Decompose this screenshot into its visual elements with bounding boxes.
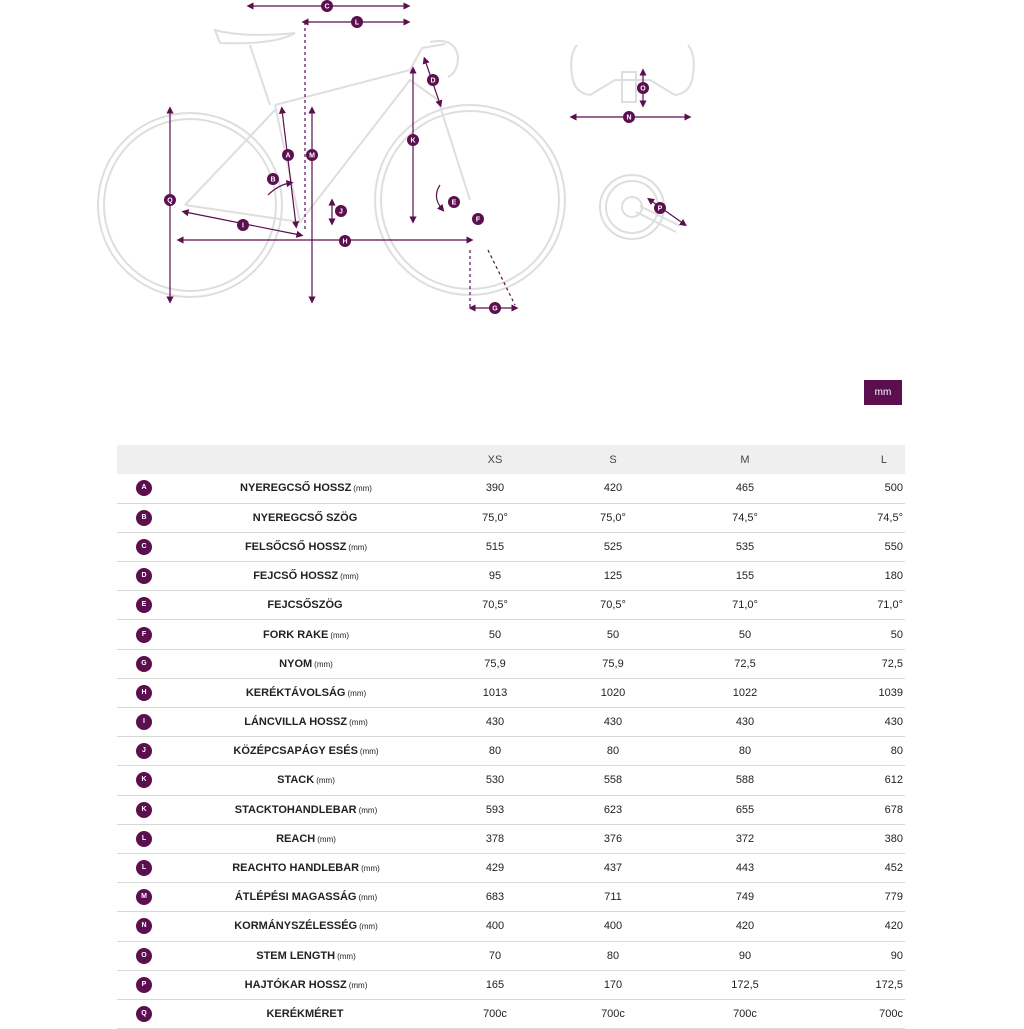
label-d	[427, 74, 439, 86]
header-blank	[169, 445, 443, 474]
measurement-name-cell	[169, 853, 443, 882]
svg-text:M: M	[309, 152, 315, 160]
svg-text:C: C	[324, 3, 330, 11]
svg-text:F: F	[475, 216, 481, 224]
row-letter-cell	[117, 883, 169, 912]
row-letter-cell	[117, 737, 169, 766]
table-body	[117, 474, 905, 1029]
measurement-name-cell	[169, 532, 443, 561]
row-letter-badge: J	[136, 743, 152, 759]
table-row	[117, 853, 905, 882]
header-size: S	[609, 453, 617, 466]
label-c	[321, 0, 333, 12]
measurement-name: FELSŐCSŐ HOSSZ	[244, 540, 347, 553]
value-cell: 443	[735, 862, 755, 875]
label-k	[407, 134, 419, 146]
crankset	[600, 175, 680, 239]
measurement-unit: (mm)	[361, 864, 380, 874]
value-cell: 180	[884, 570, 903, 583]
label-g	[489, 302, 501, 314]
value-cell: 376	[603, 832, 623, 845]
value-cell: 50	[488, 628, 502, 641]
table-row	[117, 883, 905, 912]
diagram-labels	[164, 0, 666, 314]
row-letter-cell	[117, 795, 169, 824]
value-cell: 500	[884, 482, 903, 495]
value-cell: 1022	[732, 686, 758, 699]
value-cell: 779	[884, 891, 903, 904]
measurement-name: REACHTO HANDLEBAR	[232, 862, 360, 875]
measurement-name-cell	[169, 941, 443, 970]
value-cell: 430	[735, 716, 755, 729]
measurement-name: KERÉKMÉRET	[266, 1007, 344, 1020]
value-cell: 125	[603, 570, 623, 583]
value-cell: 612	[884, 774, 903, 787]
value-cell: 420	[603, 482, 623, 495]
value-cell: 172,5	[875, 978, 903, 991]
value-cell: 400	[603, 920, 623, 933]
value-cell: 588	[735, 774, 755, 787]
value-cell: 530	[485, 774, 505, 787]
row-letter-cell	[117, 999, 169, 1028]
svg-text:A: A	[285, 152, 291, 160]
value-cell: 155	[735, 570, 755, 583]
value-cell: 430	[884, 716, 903, 729]
svg-text:L: L	[354, 19, 360, 27]
measurement-name-cell	[169, 562, 443, 591]
row-letter-badge: B	[136, 510, 152, 526]
value-cell: 75,9	[484, 657, 506, 670]
value-cell: 1039	[878, 686, 903, 699]
value-cell: 172,5	[731, 978, 759, 991]
row-letter-badge: E	[136, 597, 152, 613]
measurement-name-cell	[169, 883, 443, 912]
label-h	[339, 235, 351, 247]
value-cell: 390	[485, 482, 505, 495]
measurement-name-cell	[169, 766, 443, 795]
value-cell: 72,5	[881, 657, 903, 670]
measurement-unit: (mm)	[358, 893, 378, 903]
table-row	[117, 737, 905, 766]
label-b	[267, 173, 279, 185]
measurement-name: NYEREGCSŐ HOSSZ	[240, 482, 352, 495]
value-cell: 74,5°	[877, 511, 903, 524]
value-cell: 593	[485, 803, 505, 816]
measurement-unit: (mm)	[347, 688, 367, 698]
value-cell: 655	[735, 803, 755, 816]
row-letter-cell	[117, 970, 169, 999]
table-row	[117, 766, 905, 795]
handlebar-top-view	[571, 45, 694, 102]
value-cell: 711	[604, 891, 622, 904]
header-size: L	[880, 453, 887, 466]
measurement-name: KORMÁNYSZÉLESSÉG	[234, 920, 358, 933]
row-letter-badge: O	[136, 948, 152, 964]
label-n	[623, 111, 635, 123]
table-row	[117, 970, 905, 999]
table-row	[117, 999, 905, 1028]
value-cell: 700c	[601, 1007, 625, 1020]
measurement-unit: (mm)	[348, 542, 368, 552]
label-m	[306, 149, 318, 161]
row-letter-badge: P	[136, 977, 152, 993]
svg-text:P: P	[657, 205, 663, 213]
value-cell: 75,0°	[600, 511, 626, 524]
measurement-name: FEJCSŐ HOSSZ	[253, 570, 339, 583]
row-letter-badge: I	[136, 714, 152, 730]
value-cell: 70,5°	[482, 599, 508, 612]
label-o	[637, 82, 649, 94]
measurement-name: KÖZÉPCSAPÁGY ESÉS	[233, 745, 358, 758]
value-cell: 74,5°	[732, 511, 758, 524]
measurement-unit: (mm)	[353, 484, 372, 494]
label-j	[335, 205, 347, 217]
value-cell: 700c	[879, 1007, 903, 1020]
svg-text:G: G	[492, 305, 498, 313]
value-cell: 50	[890, 628, 903, 641]
value-cell: 700c	[483, 1007, 507, 1020]
row-letter-cell	[117, 649, 169, 678]
measurement-name-cell	[169, 503, 443, 532]
value-cell: 80	[488, 745, 502, 758]
measurement-name: STEM LENGTH	[256, 949, 336, 962]
row-letter-cell	[117, 766, 169, 795]
value-cell: 80	[890, 745, 903, 758]
measurement-name-cell	[169, 795, 443, 824]
value-cell: 50	[738, 628, 752, 641]
measurement-name: NYEREGCSŐ SZÖG	[252, 511, 358, 524]
value-cell: 420	[735, 920, 755, 933]
measurement-unit: (mm)	[337, 951, 356, 961]
table-row	[117, 824, 905, 853]
row-letter-cell	[117, 562, 169, 591]
value-cell: 525	[603, 540, 623, 553]
table-row	[117, 678, 905, 707]
measurement-name-cell	[169, 970, 443, 999]
value-cell: 72,5	[734, 657, 756, 670]
table-row	[117, 591, 905, 620]
value-cell: 550	[884, 540, 903, 553]
table-row	[117, 503, 905, 532]
row-letter-cell	[117, 474, 169, 503]
row-letter-badge: N	[136, 918, 152, 934]
bike-outline	[98, 30, 565, 297]
value-cell: 50	[606, 628, 620, 641]
unit-toggle-mm[interactable]: mm	[864, 380, 902, 405]
table-row	[117, 474, 905, 503]
row-letter-badge: F	[136, 627, 152, 643]
svg-text:E: E	[451, 199, 457, 207]
measurement-name: STACK	[277, 774, 315, 787]
value-cell: 75,9	[602, 657, 624, 670]
label-f	[472, 213, 484, 225]
row-letter-cell	[117, 532, 169, 561]
label-a	[282, 149, 294, 161]
measurement-name: REACH	[276, 832, 316, 845]
svg-text:B: B	[270, 176, 276, 184]
value-cell: 90	[890, 949, 903, 962]
value-cell: 80	[738, 745, 752, 758]
measurement-unit: (mm)	[359, 747, 379, 757]
measurement-unit: (mm)	[349, 718, 368, 728]
value-cell: 71,0°	[732, 599, 758, 612]
value-cell: 623	[603, 803, 623, 816]
value-cell: 420	[884, 920, 903, 933]
measurement-name: NYOM	[279, 657, 313, 670]
value-cell: 700c	[733, 1007, 757, 1020]
value-cell: 749	[735, 891, 755, 904]
measurement-name-cell	[169, 737, 443, 766]
row-letter-badge: L	[136, 831, 152, 847]
table-header-row	[117, 445, 905, 474]
table-row	[117, 562, 905, 591]
row-letter-cell	[117, 503, 169, 532]
row-letter-badge: L	[136, 860, 152, 876]
bike-geometry-diagram	[0, 0, 1024, 330]
row-letter-cell	[117, 708, 169, 737]
svg-text:I: I	[242, 222, 244, 230]
measurement-name: ÁTLÉPÉSI MAGASSÁG	[234, 891, 357, 904]
value-cell: 430	[603, 716, 623, 729]
value-cell: 437	[603, 862, 623, 875]
value-cell: 378	[485, 832, 505, 845]
measurement-name-cell	[169, 678, 443, 707]
measurement-unit: (mm)	[358, 805, 378, 815]
value-cell: 558	[603, 774, 623, 787]
measurement-name-cell	[169, 591, 443, 620]
row-letter-cell	[117, 824, 169, 853]
measurement-unit: (mm)	[348, 980, 368, 990]
row-letter-badge: K	[136, 772, 152, 788]
row-letter-badge: K	[136, 802, 152, 818]
measurement-name: LÁNCVILLA HOSSZ	[244, 716, 348, 729]
value-cell: 165	[485, 978, 505, 991]
measurement-unit: (mm)	[340, 572, 359, 582]
value-cell: 430	[485, 716, 505, 729]
value-cell: 465	[735, 482, 755, 495]
svg-text:Q: Q	[167, 197, 173, 205]
value-cell: 170	[603, 978, 623, 991]
svg-text:O: O	[640, 85, 646, 93]
row-letter-cell	[117, 941, 169, 970]
svg-text:N: N	[626, 114, 632, 122]
measurement-unit: (mm)	[359, 922, 378, 932]
value-cell: 380	[884, 832, 903, 845]
label-l	[351, 16, 363, 28]
row-letter-cell	[117, 853, 169, 882]
table-row	[117, 795, 905, 824]
row-letter-cell	[117, 678, 169, 707]
value-cell: 75,0°	[482, 511, 508, 524]
row-letter-badge: A	[136, 480, 152, 496]
measurement-name-cell	[169, 708, 443, 737]
value-cell: 372	[735, 832, 755, 845]
svg-text:K: K	[410, 137, 416, 145]
measurement-unit: (mm)	[317, 834, 336, 844]
row-letter-badge: D	[136, 568, 152, 584]
value-cell: 429	[485, 862, 505, 875]
value-cell: 683	[485, 891, 505, 904]
measurement-name: FORK RAKE	[262, 628, 329, 641]
measurement-name-cell	[169, 620, 443, 649]
table-row	[117, 941, 905, 970]
label-q	[164, 194, 176, 206]
dimension-lines	[170, 3, 688, 308]
measurement-name-cell	[169, 824, 443, 853]
label-i	[237, 219, 249, 231]
value-cell: 70,5°	[600, 599, 626, 612]
row-letter-badge: C	[136, 539, 152, 555]
table-row	[117, 649, 905, 678]
table-row	[117, 708, 905, 737]
measurement-name-cell	[169, 649, 443, 678]
measurement-unit: (mm)	[314, 659, 333, 669]
label-p	[654, 202, 666, 214]
geometry-table	[117, 445, 905, 1029]
row-letter-badge: G	[136, 656, 152, 672]
table-row	[117, 912, 905, 941]
svg-text:H: H	[342, 238, 348, 246]
header-blank	[117, 445, 169, 474]
value-cell: 71,0°	[877, 599, 903, 612]
row-letter-cell	[117, 591, 169, 620]
row-letter-cell	[117, 912, 169, 941]
table-row	[117, 532, 905, 561]
measurement-name-cell	[169, 474, 443, 503]
value-cell: 70	[488, 949, 502, 962]
value-cell: 95	[488, 570, 502, 583]
measurement-name: HAJTÓKAR HOSSZ	[244, 978, 347, 991]
measurement-name: KERÉKTÁVOLSÁG	[245, 686, 346, 699]
measurement-name-cell	[169, 912, 443, 941]
header-size: M	[740, 453, 750, 466]
measurement-unit: (mm)	[316, 776, 335, 786]
value-cell: 535	[735, 540, 755, 553]
measurement-name: FEJCSŐSZÖG	[267, 599, 343, 612]
value-cell: 515	[485, 540, 505, 553]
value-cell: 90	[738, 949, 752, 962]
value-cell: 80	[606, 745, 620, 758]
svg-text:J: J	[339, 208, 343, 216]
value-cell: 452	[884, 862, 903, 875]
value-cell: 1020	[600, 686, 626, 699]
measurement-unit: (mm)	[330, 630, 350, 640]
value-cell: 1013	[482, 686, 508, 699]
row-letter-badge: Q	[136, 1006, 152, 1022]
table-row	[117, 620, 905, 649]
measurement-name-cell	[169, 999, 443, 1028]
row-letter-cell	[117, 620, 169, 649]
svg-text:D: D	[430, 77, 436, 85]
row-letter-badge: H	[136, 685, 152, 701]
value-cell: 400	[485, 920, 505, 933]
label-e	[448, 196, 460, 208]
measurement-name: STACKTOHANDLEBAR	[234, 803, 357, 816]
value-cell: 678	[884, 803, 903, 816]
value-cell: 80	[606, 949, 620, 962]
header-size: XS	[487, 453, 503, 466]
row-letter-badge: M	[136, 889, 152, 905]
